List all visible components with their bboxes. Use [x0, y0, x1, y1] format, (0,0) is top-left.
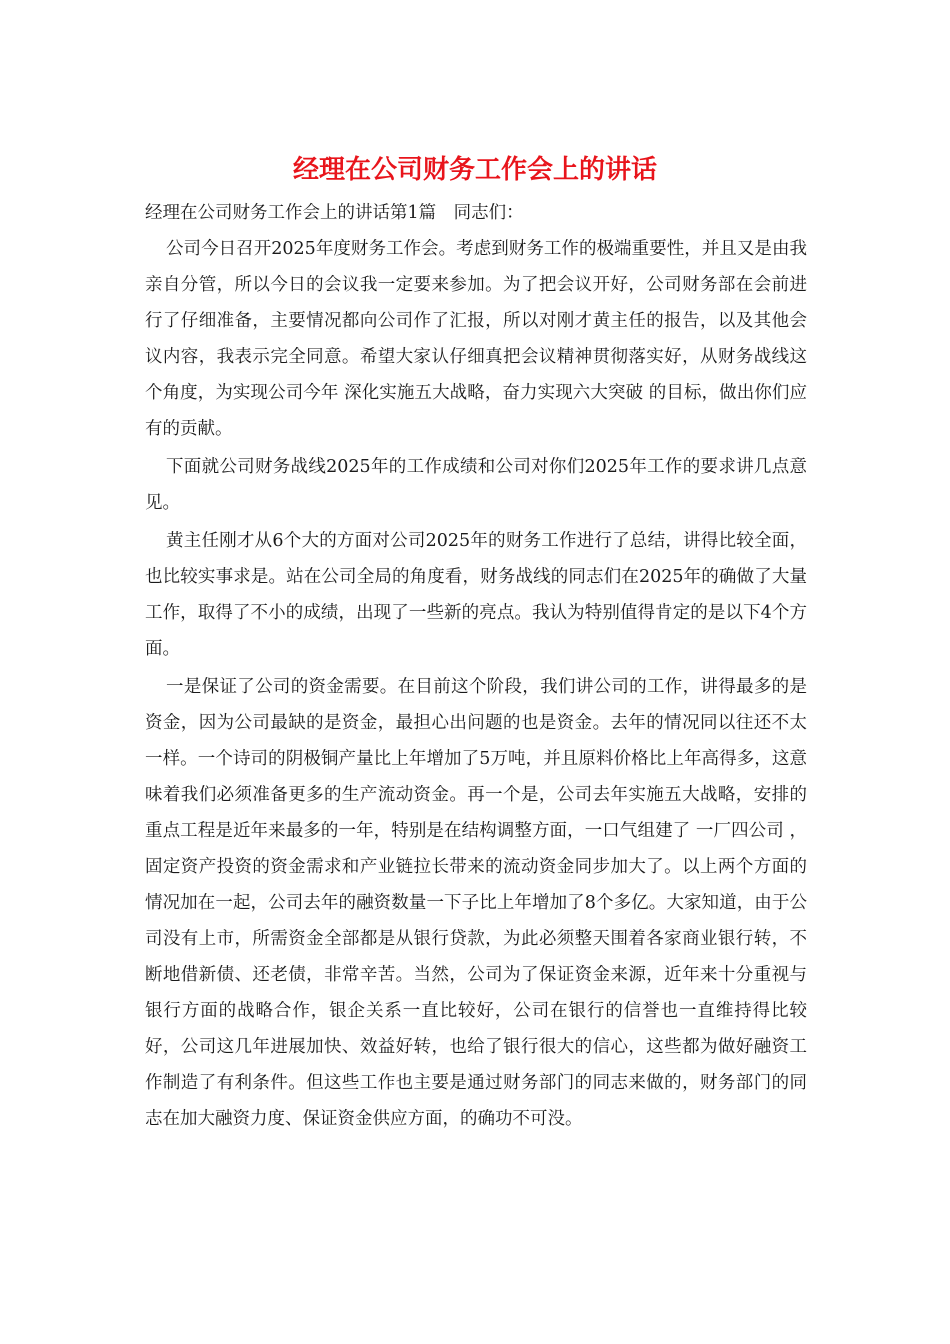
document-body — [145, 195, 807, 1139]
page-title: 经理在公司财务工作会上的讲话 — [292, 155, 657, 185]
paragraph-4: 一是保证了公司的资金需要。在目前这个阶段，我们讲公司的工作，讲得最多的是资金，因为公司最缺的是资金，最担心出问题的也是资金。去年的情况同以往还不太一样。一个诗司的阴极铜产量比上年增加了5万吨，并且原料价格比上年高得多，这意味着我们必须准备更多的生产流动资金。再一个是，公司去年实施五大战略，安排的重点工程是近年来最多的一年，特别是在结构调整方面，一口气组建了 一厂四公司 ，固定资产投资的资金需求和产业链拉长带来的流动资金同步加大了。以上两个方面的情况加在一起，公司去年的融资数量一下子比上年增加了8个多亿。大家知道，由于公司没有上市，所需资金全部都是从银行贷款，为此必须整天围着各家商业银行转，不断地借新债、还老债，非常辛苦。当然，公司为了保证资金来源，近年来十分重视与银行方面的战略合作，银企关系一直比较好，公司在银行的信誉也一直维持得比较好，公司这几年进展加快、效益好转，也给了银行很大的信心，这些都为做好融资工作制造了有利条件。但这些工作也主要是通过财务部门的同志来做的，财务部门的同志在加大融资力度、保证资金供应方面，的确功不可没。 — [145, 677, 807, 1129]
paragraph-3: 黄主任刚才从6个大的方面对公司2025年的财务工作进行了总结，讲得比较全面，也比较实事求是。站在公司全局的角度看，财务战线的同志们在2025年的确做了大量工作，取得了不小的成绩，出现了一些新的亮点。我认为特别值得肯定的是以下4个方面。 — [145, 531, 807, 659]
paragraph-1: 公司今日召开2025年度财务工作会。考虑到财务工作的极端重要性，并且又是由我亲自分管，所以今日的会议我一定要来参加。为了把会议开好，公司财务部在会前进行了仔细准备，主要情况都向公司作了汇报，所以对刚才黄主任的报告，以及其他会议内容，我表示完全同意。希望大家认仔细真把会议精神贯彻落实好，从财务战线这个角度，为实现公司今年 深化实施五大战略，奋力实现六大突破 的目标，做出你们应有的贡献。 — [145, 239, 807, 439]
paragraph-2: 下面就公司财务战线2025年的工作成绩和公司对你们2025年工作的要求讲几点意见。 — [145, 457, 807, 513]
document-subtitle: 经理在公司财务工作会上的讲话第1篇 同志们： — [145, 203, 524, 223]
